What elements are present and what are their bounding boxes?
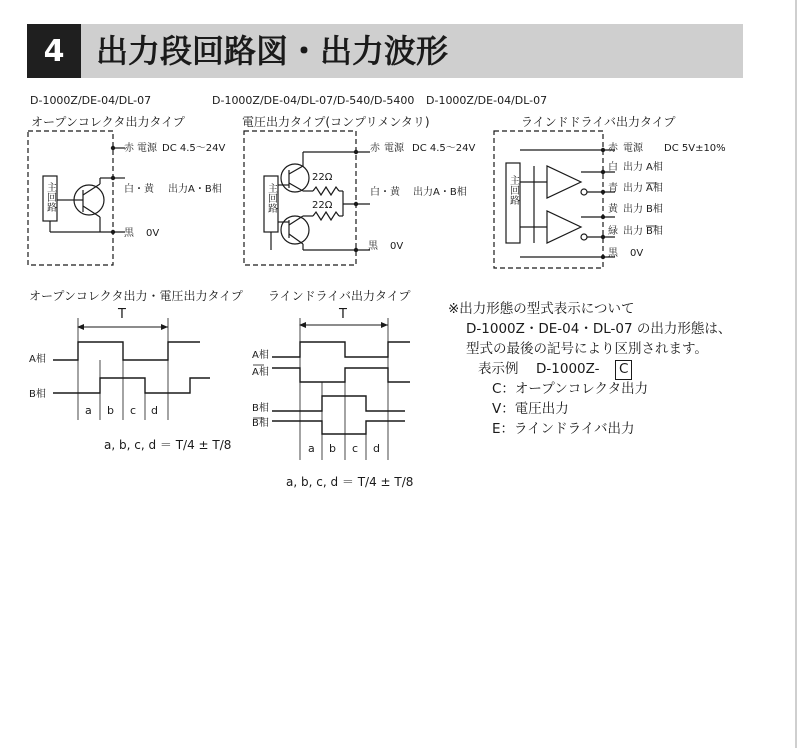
- line-driver-title: ラインドドライバ出力タイプ: [521, 115, 676, 129]
- ld-phase-b-bar-wave: [272, 421, 405, 434]
- ld-wire-4-spec: B相: [646, 204, 663, 215]
- ld-formula: a, b, c, d ＝ T/4 ± T/8: [286, 475, 414, 489]
- ld-waveform: [272, 318, 410, 460]
- voltage-wire-2-color: 白・黄: [370, 187, 400, 198]
- ld-a-bar-label: A相: [252, 367, 269, 378]
- option-c: C：オープンコレクタ出力: [492, 381, 649, 397]
- example-model: D-1000Z-: [536, 361, 600, 377]
- ld-wire-2-color: 白: [608, 162, 618, 173]
- note-line-1: D-1000Z・DE-04・DL-07 の出力形態は、: [466, 321, 732, 337]
- ld-wire-4-label: 出力: [623, 204, 643, 215]
- ld-wire-4-color: 黄: [608, 204, 618, 215]
- oc-waveform-title: オープンコレクタ出力・電圧出力タイプ: [29, 289, 243, 303]
- ld-wire-6-label: 0V: [630, 248, 644, 259]
- ld-wire-5-label: 出力: [623, 226, 643, 237]
- oc-main-block-label: 主回路: [44, 182, 56, 212]
- model-left: D-1000Z/DE-04/DL-07: [30, 94, 152, 107]
- resistor-2-label: 22Ω: [312, 200, 333, 211]
- voltage-wire-1-spec: DC 4.5～24V: [412, 143, 476, 154]
- example-code: C: [615, 360, 632, 380]
- oc-wire-2-label: 出力A・B相: [168, 184, 222, 195]
- oc-wire-1-label: 電源: [137, 143, 157, 154]
- ld-wire-3-spec: A相: [646, 183, 663, 194]
- oc-b-label: B相: [29, 389, 46, 400]
- oc-wire-3-label: 0V: [146, 228, 160, 239]
- resistor-1-label: 22Ω: [312, 172, 333, 183]
- oc-phase-a-wave: [53, 342, 200, 360]
- model-middle: D-1000Z/DE-04/DL-07/D-540/D-5400: [212, 94, 415, 107]
- oc-wire-3-color: 黒: [124, 228, 134, 239]
- voltage-output-title: 電圧出力タイプ(コンプリメンタリ): [242, 115, 430, 129]
- oc-segment-a: a: [85, 404, 92, 417]
- oc-formula: a, b, c, d ＝ T/4 ± T/8: [104, 438, 232, 452]
- option-v: V：電圧出力: [492, 401, 569, 417]
- ld-wire-3-color: 青: [608, 183, 618, 194]
- ld-wire-5-spec: B相: [646, 226, 663, 237]
- ld-a-label: A相: [252, 350, 269, 361]
- ld-wire-3-label: 出力: [623, 183, 643, 194]
- ld-wire-1-color: 赤: [608, 143, 618, 154]
- ld-phase-a-bar-wave: [272, 368, 410, 382]
- oc-segment-b: b: [107, 404, 114, 417]
- voltage-wire-3-color: 黒: [368, 241, 378, 252]
- oc-dashed-box: [28, 131, 113, 265]
- voltage-dashed-box: [244, 131, 356, 265]
- ld-segment-d: d: [373, 442, 380, 455]
- voltage-wire-2-label: 出力A・B相: [413, 187, 467, 198]
- ld-segment-b: b: [329, 442, 336, 455]
- section-number: 4: [27, 24, 81, 78]
- ld-wire-2-label: 出力: [623, 162, 643, 173]
- ld-phase-a-wave: [272, 342, 410, 357]
- oc-phase-b-wave: [53, 378, 210, 393]
- ld-segment-a: a: [308, 442, 315, 455]
- ld-segment-c: c: [352, 442, 359, 455]
- open-collector-circuit: [28, 131, 125, 265]
- open-collector-title: オープンコレクタ出力タイプ: [31, 115, 185, 129]
- oc-segment-c: c: [130, 404, 137, 417]
- oc-wire-1-color: 赤: [124, 143, 134, 154]
- ld-b-label: B相: [252, 403, 269, 414]
- oc-period-label: T: [118, 307, 126, 322]
- ld-b-bar-label: B相: [252, 418, 269, 429]
- ld-phase-b-wave: [272, 396, 405, 411]
- ld-wire-6-color: 黒: [608, 248, 618, 259]
- note-heading: ※出力形態の型式表示について: [448, 301, 635, 317]
- oc-wire-1-spec: DC 4.5～24V: [162, 143, 226, 154]
- ld-period-label: T: [339, 307, 347, 322]
- example-label: 表示例: [478, 361, 519, 377]
- oc-a-label: A相: [29, 354, 46, 365]
- note-line-2: 型式の最後の記号により区別されます。: [466, 341, 708, 357]
- oc-wire-2-color: 白・黄: [124, 184, 154, 195]
- ld-wire-1-spec: DC 5V±10%: [664, 143, 726, 154]
- voltage-main-block-label: 主回路: [265, 183, 277, 213]
- oc-segment-d: d: [151, 404, 158, 417]
- model-right: D-1000Z/DE-04/DL-07: [426, 94, 548, 107]
- voltage-wire-3-label: 0V: [390, 241, 404, 252]
- ld-wire-2-spec: A相: [646, 162, 663, 173]
- section-title: 出力段回路図・出力波形: [96, 32, 449, 70]
- voltage-wire-1-color: 赤: [370, 143, 380, 154]
- voltage-wire-1-label: 電源: [384, 143, 404, 154]
- option-e: E：ラインドライバ出力: [492, 421, 635, 437]
- ld-wire-1-label: 電源: [623, 143, 643, 154]
- ld-main-block-label: 主回路: [507, 175, 519, 205]
- ld-waveform-title: ラインドライバ出力タイプ: [268, 289, 411, 303]
- ld-wire-5-color: 緑: [608, 226, 618, 237]
- voltage-circuit: [244, 131, 370, 265]
